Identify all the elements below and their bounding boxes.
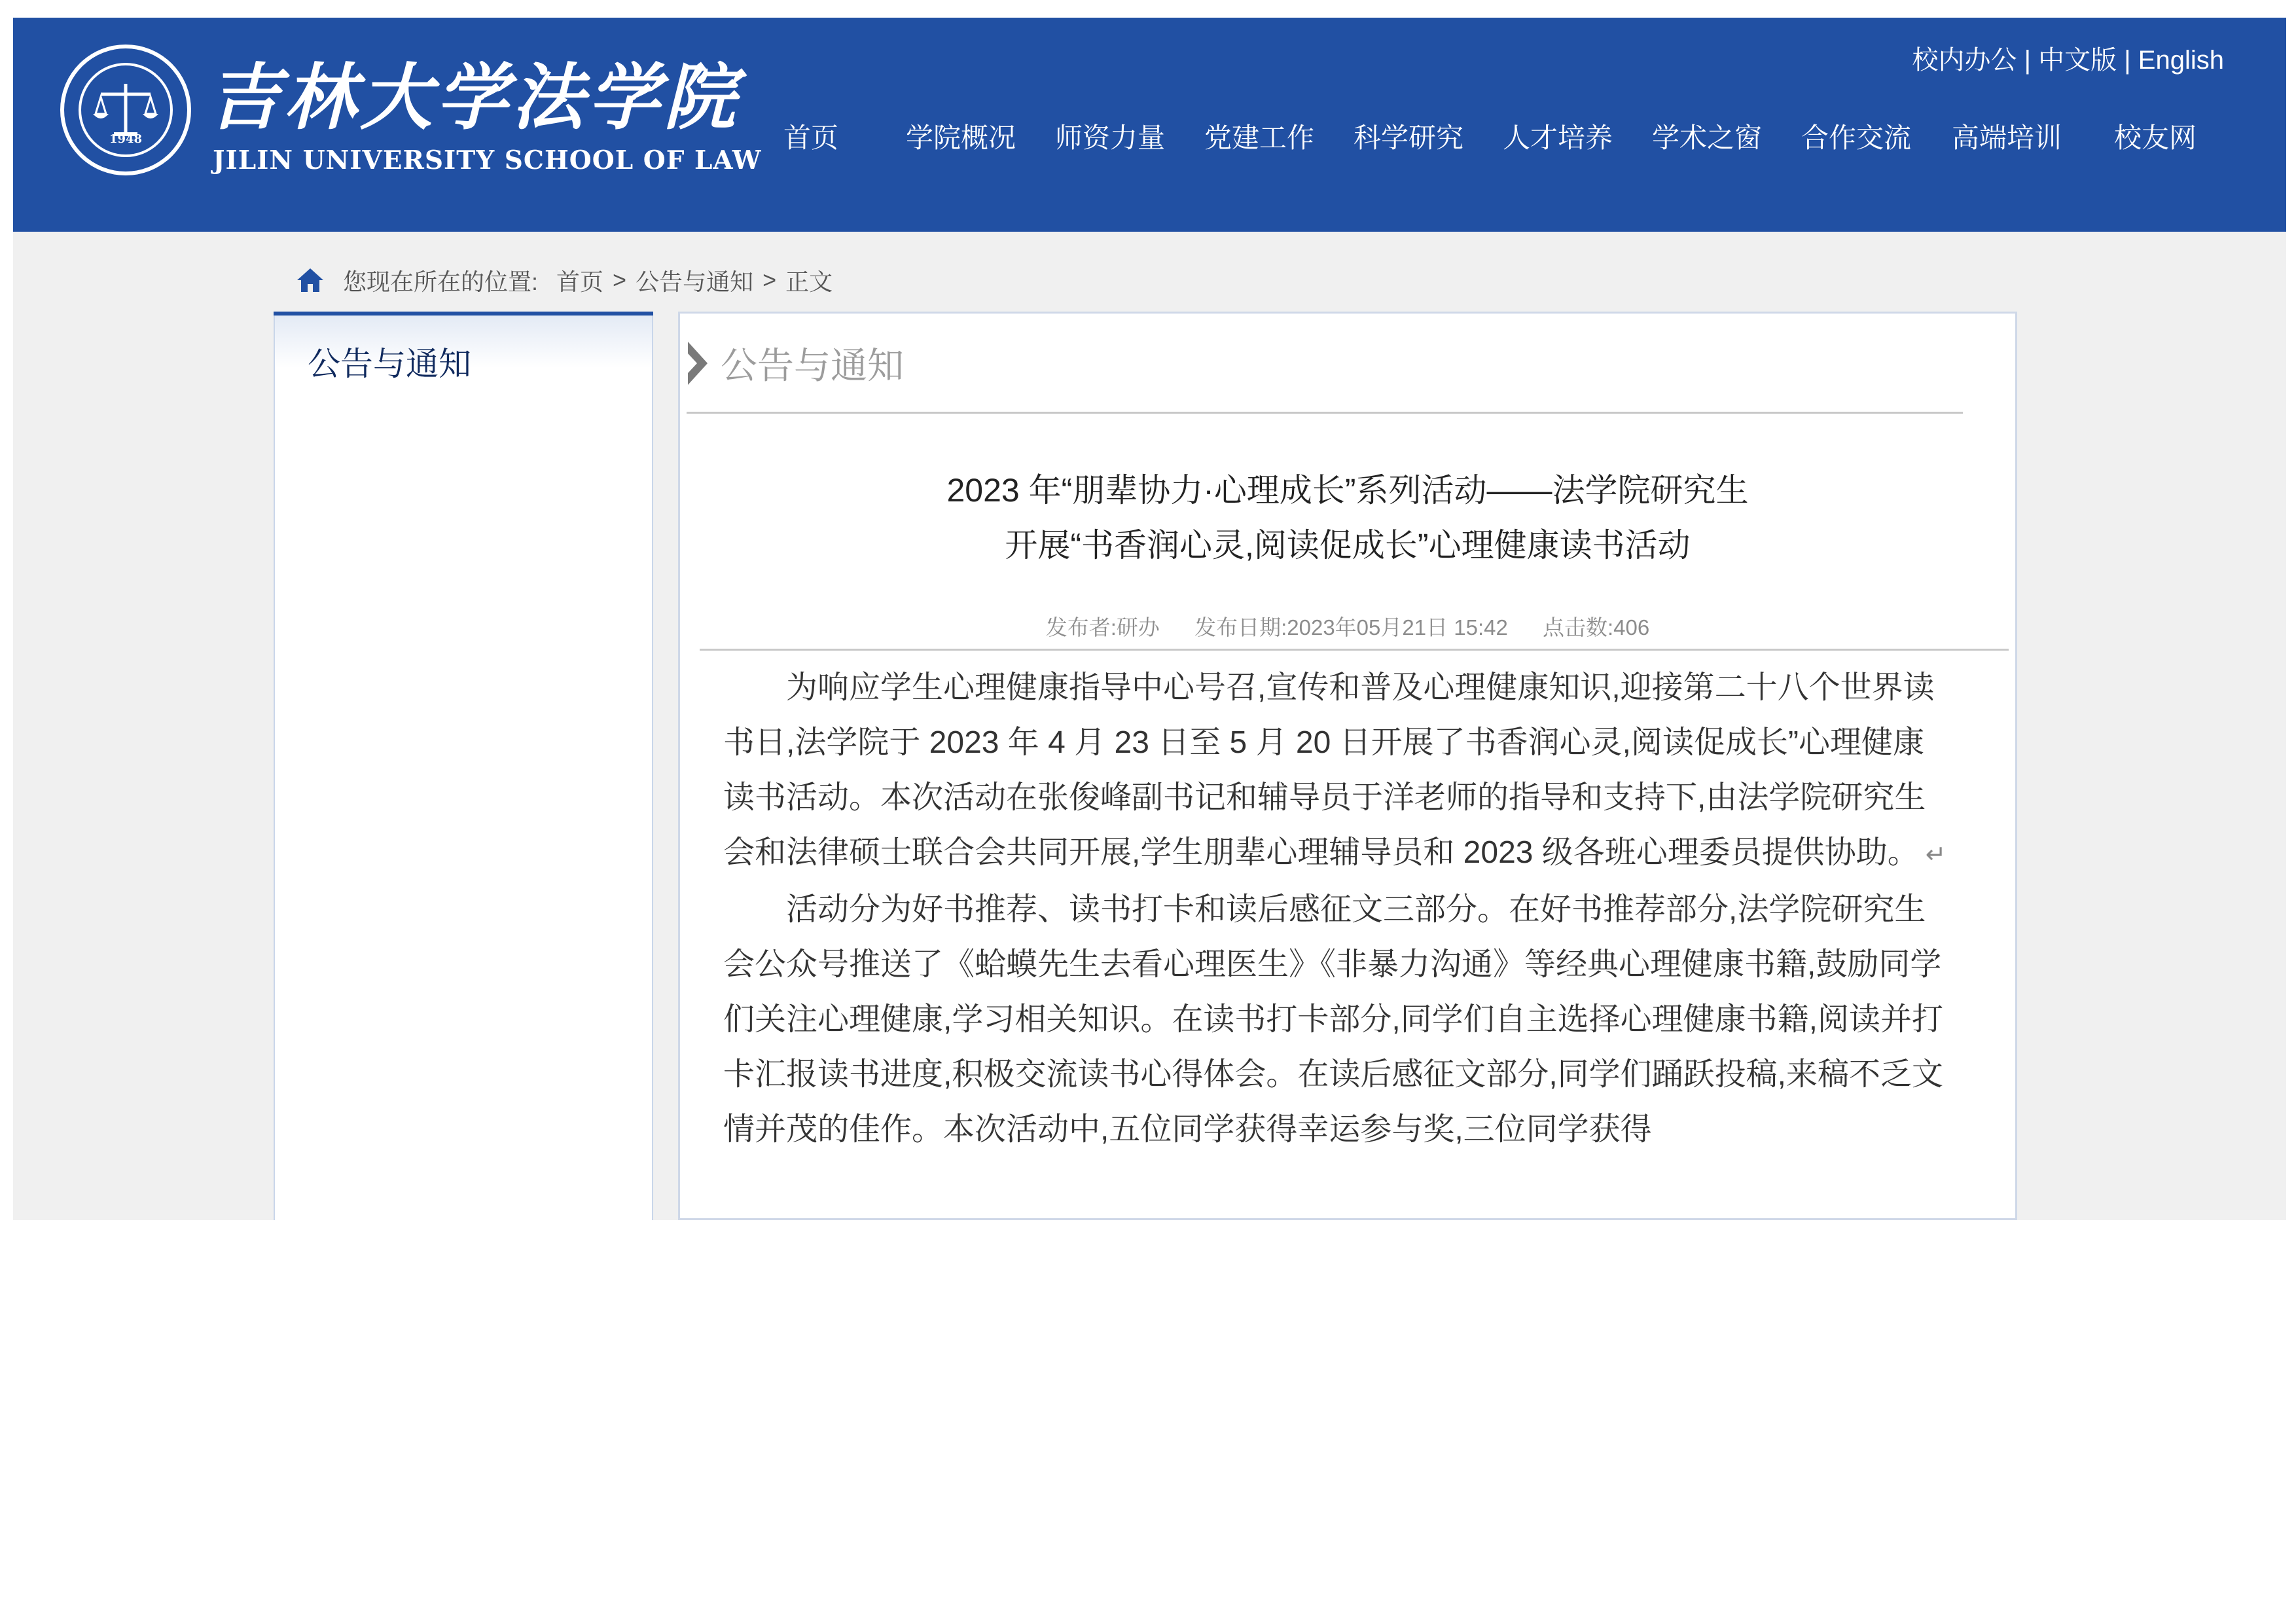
breadcrumb-notices[interactable]: 公告与通知 — [636, 268, 754, 295]
nav-alumni[interactable]: 校友网 — [2114, 122, 2197, 153]
nav-cooperation[interactable]: 合作交流 — [1801, 122, 1912, 153]
article-title-line-2: 开展“书香润心灵,阅读促成长”心理健康读书活动 — [1005, 527, 1691, 564]
top-link-divider: | — [2124, 46, 2138, 75]
top-link-divider: | — [2024, 46, 2039, 75]
nav-party-building[interactable]: 党建工作 — [1204, 122, 1315, 153]
nav-about[interactable]: 学院概况 — [906, 122, 1016, 153]
breadcrumb-separator: > — [762, 266, 777, 293]
article-paragraph — [723, 660, 1954, 882]
meta-publisher: 发布者:研办 — [1045, 615, 1160, 640]
meta-clicks: 点击数:406 — [1543, 615, 1650, 640]
top-link-english[interactable]: English — [2138, 46, 2224, 75]
breadcrumb-home[interactable]: 首页 — [556, 268, 604, 295]
section-title: 公告与通知 — [721, 345, 904, 386]
nav-home[interactable]: 首页 — [783, 122, 839, 153]
meta-divider — [700, 649, 2009, 651]
university-seal-logo[interactable] — [60, 45, 191, 175]
meta-date: 发布日期:2023年05月21日 15:42 — [1194, 615, 1508, 640]
top-link-chinese[interactable]: 中文版 — [2038, 46, 2117, 75]
nav-talent-training[interactable]: 人才培养 — [1503, 122, 1613, 153]
article-meta — [680, 611, 2015, 641]
paragraph-text: 为响应学生心理健康指导中心号召,宣传和普及心理健康知识,迎接第二十八个世界读书日,法学院于 2023 年 4 月 23 日至 5 月 20 日开展了书香润心灵,阅读促成长”心理健康读书活动。本次活动在张俊峰副书记和辅导员于洋老师的指导和支持下,由法学院研究生会和法律硕士联合会共同开展,学生朋辈心理辅导员和 2023 级各班心理委员提供协助。 — [723, 670, 1935, 870]
nav-academic-window[interactable]: 学术之窗 — [1652, 122, 1763, 153]
breadcrumb-separator: > — [613, 266, 627, 293]
paragraph-text: 活动分为好书推荐、读书打卡和读后感征文三部分。在好书推荐部分,法学院研究生会公众号推送了《蛤蟆先生去看心理医生》《非暴力沟通》等经典心理健康书籍,鼓励同学们关注心理健康,学习相关知识。在读书打卡部分,同学们自主选择心理健康书籍,阅读并打卡汇报读书进度,积极交流读书心得体会。在读后感征文部分,同学们踊跃投稿,来稿不乏文情并茂的佳作。本次活动中,五位同学获得幸运参与奖,三位同学获得 — [723, 892, 1944, 1147]
article-title-line-1: 2023 年“朋辈协力·心理成长”系列活动——法学院研究生 — [946, 472, 1749, 509]
top-links — [1912, 39, 2224, 77]
article-title — [680, 463, 2015, 573]
sidebar-item-notices[interactable]: 公告与通知 — [308, 346, 471, 382]
section-header — [685, 337, 904, 389]
logo-english-name[interactable]: JILIN UNIVERSITY SCHOOL OF LAW — [213, 145, 762, 175]
nav-research[interactable]: 科学研究 — [1354, 122, 1464, 153]
seal-year: 1948 — [109, 132, 143, 146]
section-divider — [687, 412, 1963, 414]
chevron-right-icon — [685, 339, 714, 388]
article-panel — [678, 312, 2017, 1220]
breadcrumb-prefix: 您现在所在的位置: — [343, 268, 539, 295]
breadcrumb-current: 正文 — [785, 268, 833, 295]
nav-faculty[interactable]: 师资力量 — [1055, 122, 1166, 153]
article-body — [723, 660, 1954, 1157]
article-paragraph — [723, 882, 1954, 1157]
breadcrumb — [296, 262, 833, 298]
return-mark: ↵ — [1925, 841, 1946, 869]
home-icon[interactable] — [296, 266, 325, 295]
nav-executive-training[interactable]: 高端培训 — [1952, 122, 2062, 153]
logo-chinese-name[interactable]: 吉林大学法学院 — [208, 55, 740, 139]
sidebar — [274, 312, 653, 1220]
top-link-internal-office[interactable]: 校内办公 — [1912, 46, 2017, 75]
